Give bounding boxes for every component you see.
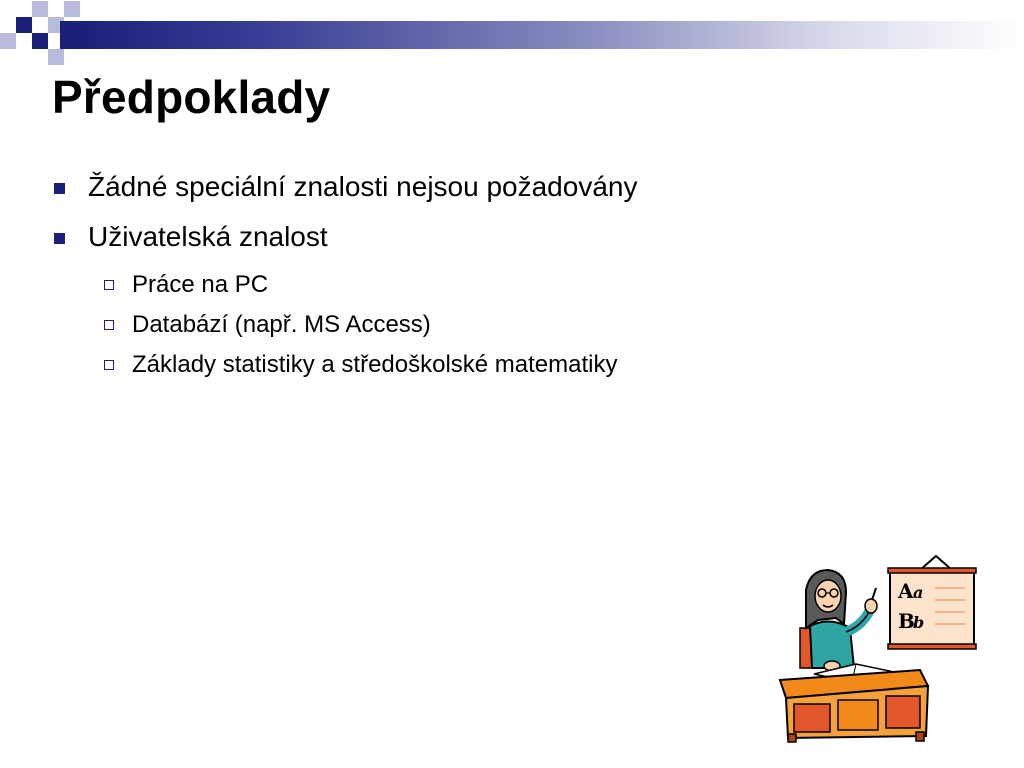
square-bullet-icon <box>54 183 65 194</box>
svg-text:B: B <box>898 609 915 633</box>
header-gradient-bar <box>76 21 1024 49</box>
header-decoration <box>0 0 1024 64</box>
checker-square <box>60 21 76 49</box>
sub-bullet-text: Práce na PC <box>132 271 269 298</box>
svg-text:A: A <box>898 579 914 603</box>
svg-text:a: a <box>913 583 924 602</box>
sub-bullet-text: Databází (např. MS Access) <box>132 311 431 338</box>
bullet-item <box>52 170 637 204</box>
teacher-at-desk-icon <box>770 548 985 743</box>
hollow-square-bullet-icon <box>104 360 114 370</box>
checker-square <box>32 33 48 49</box>
checker-square <box>16 17 32 33</box>
sub-bullet-item <box>52 270 618 300</box>
bullet-text: Uživatelská znalost <box>88 221 328 252</box>
square-bullet-icon <box>54 233 65 244</box>
slide-title: Předpoklady <box>52 71 331 123</box>
sub-bullet-item <box>52 350 618 380</box>
bullet-text: Žádné speciální znalosti nejsou požadovány <box>88 171 638 202</box>
hollow-square-bullet-icon <box>104 280 114 290</box>
svg-text:b: b <box>913 613 925 632</box>
sub-bullet-text: Základy statistiky a středoškolské matematiky <box>132 351 618 378</box>
checker-square <box>32 1 48 17</box>
sub-bullet-item <box>52 310 618 340</box>
checker-square <box>0 33 16 49</box>
hollow-square-bullet-icon <box>104 320 114 330</box>
checker-square <box>48 49 64 65</box>
bullet-list <box>52 170 637 270</box>
bullet-item <box>52 220 637 254</box>
sub-bullet-list <box>52 270 618 390</box>
checker-square <box>64 1 80 17</box>
